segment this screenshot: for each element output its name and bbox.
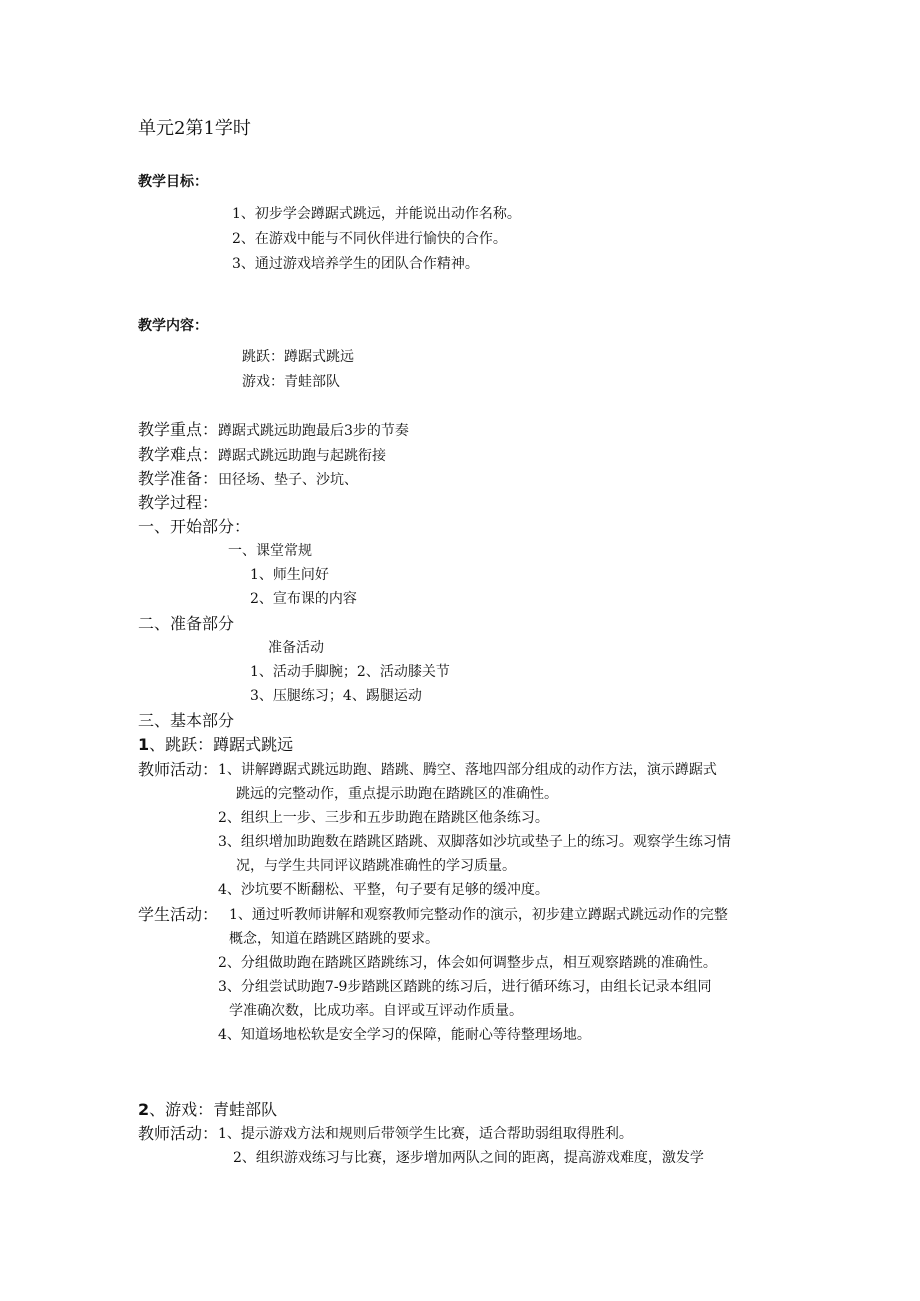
part2-heading: 二、准备部分 (138, 614, 235, 633)
part1-item-2: 2、宣布课的内容 (250, 591, 357, 607)
preparation-label: 教学准备： (138, 469, 219, 488)
document-title: 单元2第1学时 (138, 118, 251, 139)
section1-student-line-5: 学准确次数，比成功率。自评或互评动作质量。 (229, 1003, 523, 1019)
section1-student-line-1: 1、通过听教师讲解和观察教师完整动作的演示，初步建立蹲踞式跳远动作的完整 (229, 907, 728, 923)
section2-teacher-line-1: 1、提示游戏方法和规则后带领学生比赛，适合帮助弱组取得胜利。 (218, 1126, 633, 1142)
section2-number: 2 (138, 1100, 150, 1119)
difficulty-line (138, 445, 386, 465)
goals-heading: 教学目标： (138, 174, 208, 190)
section1-number: 1 (138, 735, 150, 754)
section1-title: 、跳跃：蹲踞式跳远 (149, 735, 294, 754)
part2-item-2: 3、压腿练习；4、踢腿运动 (250, 688, 422, 704)
part2-sub: 准备活动 (268, 640, 324, 656)
section1-teacher-line-2: 跳远的完整动作，重点提示助跑在踏跳区的准确性。 (236, 786, 558, 802)
section1-student-label: 学生活动： (138, 905, 219, 924)
section1-teacher-line-4: 3、组织增加助跑数在踏跳区踏跳、双脚落如沙坑或垫子上的练习。观察学生练习情 (218, 834, 731, 850)
section1-teacher-line-1: 1、讲解蹲踞式跳远助跑、踏跳、腾空、落地四部分组成的动作方法，演示蹲踞式 (218, 762, 717, 778)
section1-student-line-4: 3、分组尝试助跑7-9步踏跳区踏跳的练习后，进行循环练习，由组长记录本组同 (218, 979, 712, 995)
section1-teacher-line-6: 4、沙坑要不断翻松、平整，句子要有足够的缓冲度。 (218, 882, 549, 898)
part2-item-1: 1、活动手脚腕；2、活动膝关节 (250, 664, 450, 680)
preparation-text: 田径场、垫子、沙坑、 (218, 472, 359, 488)
key-point-line (138, 420, 409, 440)
section1-heading (138, 735, 293, 754)
content-item-1: 跳跃：蹲踞式跳远 (242, 349, 354, 365)
goal-item-1: 1、初步学会蹲踞式跳远，并能说出动作名称。 (232, 206, 521, 222)
difficulty-text: 蹲踞式跳远助跑与起跳衔接 (218, 448, 387, 464)
section1-student-line-2: 概念，知道在踏跳区踏跳的要求。 (229, 931, 439, 947)
key-point-text: 蹲踞式跳远助跑最后3步的节奏 (218, 423, 409, 439)
section2-heading (138, 1100, 277, 1119)
content-heading: 教学内容： (138, 318, 208, 334)
part3-heading: 三、基本部分 (138, 711, 235, 730)
goal-item-2: 2、在游戏中能与不同伙伴进行愉快的合作。 (232, 231, 507, 247)
section1-teacher-line-3: 2、组织上一步、三步和五步助跑在踏跳区他条练习。 (218, 810, 549, 826)
section1-student-line-6: 4、知道场地松软是安全学习的保障，能耐心等待整理场地。 (218, 1027, 591, 1043)
part1-item-1: 1、师生问好 (250, 567, 329, 583)
section2-teacher-line-2: 2、组织游戏练习与比赛，逐步增加两队之间的距离，提高游戏难度，激发学 (233, 1150, 704, 1166)
preparation-line (138, 469, 358, 489)
section1-teacher-label: 教师活动： (138, 760, 219, 779)
part1-heading: 一、开始部分： (138, 517, 251, 536)
section2-title: 、游戏：青蛙部队 (149, 1100, 278, 1119)
key-point-label: 教学重点： (138, 420, 219, 439)
difficulty-label: 教学难点： (138, 445, 219, 464)
section1-student-line-3: 2、分组做助跑在踏跳区踏跳练习，体会如何调整步点，相互观察踏跳的准确性。 (218, 955, 717, 971)
content-item-2: 游戏：青蛙部队 (242, 374, 340, 390)
goal-item-3: 3、通过游戏培养学生的团队合作精神。 (232, 256, 479, 272)
process-label: 教学过程： (138, 493, 219, 512)
part1-sub: 一、课堂常规 (228, 543, 312, 559)
section1-teacher-line-5: 况，与学生共同评议踏跳准确性的学习质量。 (236, 858, 516, 874)
section2-teacher-label: 教师活动： (138, 1124, 219, 1143)
